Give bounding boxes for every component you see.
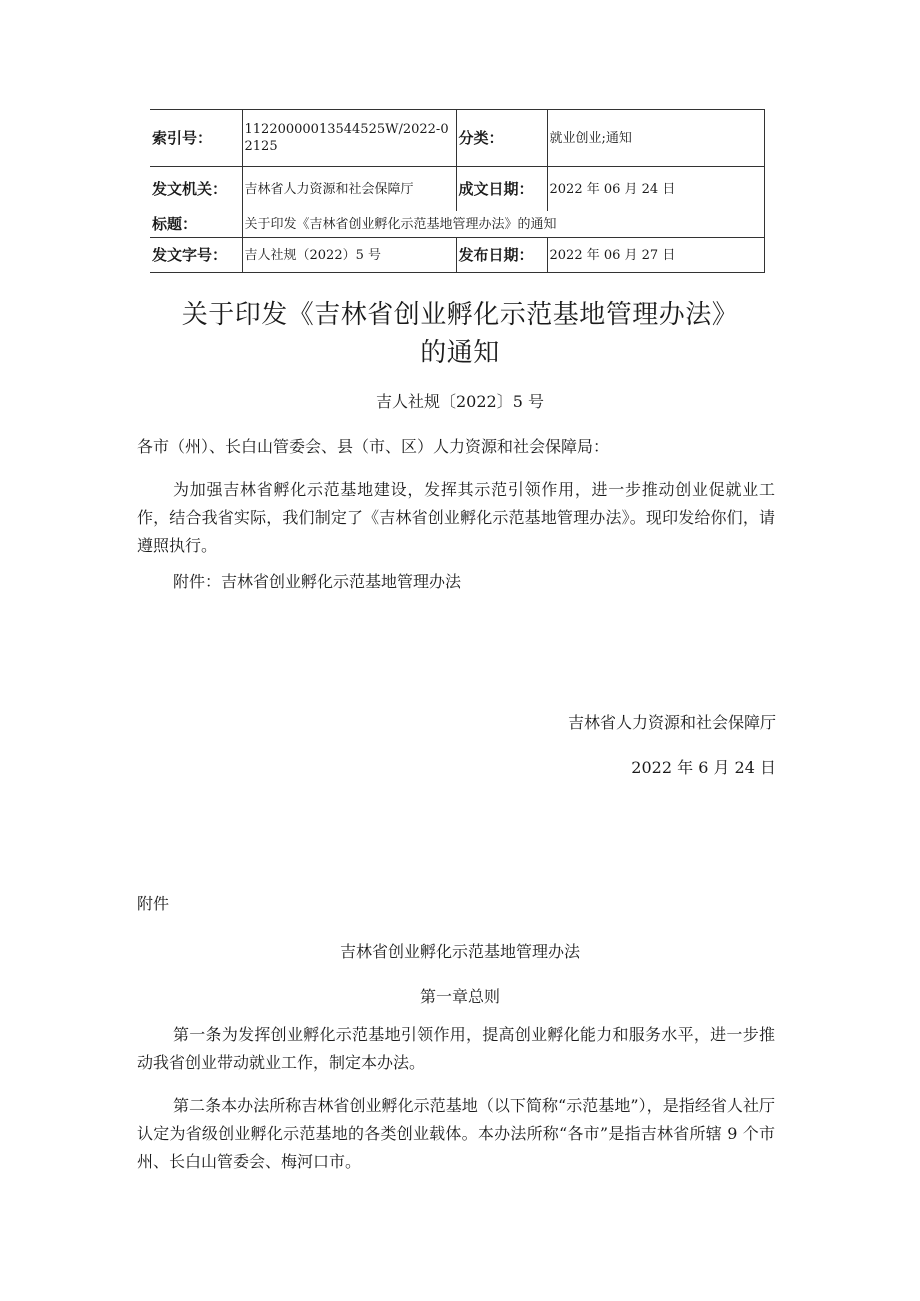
annex-label: 附件 — [137, 894, 170, 913]
created-date-label: 成文日期： — [456, 167, 547, 212]
subject-value: 关于印发《吉林省创业孵化示范基地管理办法》的通知 — [242, 211, 764, 238]
published-date-label: 发布日期： — [456, 238, 547, 273]
category-value: 就业创业;通知 — [547, 110, 764, 167]
annex-article-2: 第二条本办法所称吉林省创业孵化示范基地（以下简称“示范基地”），是指经省人社厅认定为省级创业孵化示范基地的各类创业载体。本办法所称“各市”是指吉林省所辖 9 个市州、长白山管委会、梅河口市。 — [137, 1096, 775, 1171]
subject-label: 标题： — [152, 214, 198, 233]
notice-attachment: 附件：吉林省创业孵化示范基地管理办法 — [173, 572, 462, 591]
metadata-row-docno — [150, 238, 764, 273]
notice-doc-number: 吉人社规〔2022〕5 号 — [376, 392, 544, 411]
notice-addressee: 各市（州）、长白山管委会、县（市、区）人力资源和社会保障局： — [137, 437, 610, 456]
annex-chapter-heading: 第一章总则 — [419, 987, 500, 1006]
published-date-value: 2022 年 06 月 27 日 — [547, 238, 764, 273]
metadata-row-index — [150, 110, 764, 167]
index-value: 11220000013544525W/2022-02125 — [242, 110, 456, 167]
metadata-row-subject — [150, 211, 764, 238]
doc-number-label: 发文字号： — [150, 238, 242, 273]
notice-title-line2: 的通知 — [420, 338, 500, 368]
doc-number-value: 吉人社规（2022）5 号 — [242, 238, 456, 273]
notice-body: 为加强吉林省孵化示范基地建设，发挥其示范引领作用，进一步推动创业促就业工作，结合我省实际，我们制定了《吉林省创业孵化示范基地管理办法》。现印发给你们，请遵照执行。 — [137, 480, 775, 555]
index-label: 索引号： — [150, 110, 242, 167]
created-date-value: 2022 年 06 月 24 日 — [547, 167, 764, 212]
notice-date: 2022 年 6 月 24 日 — [631, 758, 776, 777]
issuer-value: 吉林省人力资源和社会保障厅 — [242, 167, 456, 212]
notice-signer: 吉林省人力资源和社会保障厅 — [567, 713, 776, 732]
annex-article-1: 第一条为发挥创业孵化示范基地引领作用，提高创业孵化能力和服务水平，进一步推动我省创业带动就业工作，制定本办法。 — [137, 1025, 775, 1072]
issuer-label: 发文机关： — [150, 167, 242, 212]
notice-title-line1: 关于印发《吉林省创业孵化示范基地管理办法》 — [181, 300, 739, 330]
category-label: 分类： — [456, 110, 547, 167]
metadata-table — [150, 109, 765, 273]
metadata-row-issuer — [150, 167, 764, 212]
annex-title: 吉林省创业孵化示范基地管理办法 — [339, 942, 580, 961]
